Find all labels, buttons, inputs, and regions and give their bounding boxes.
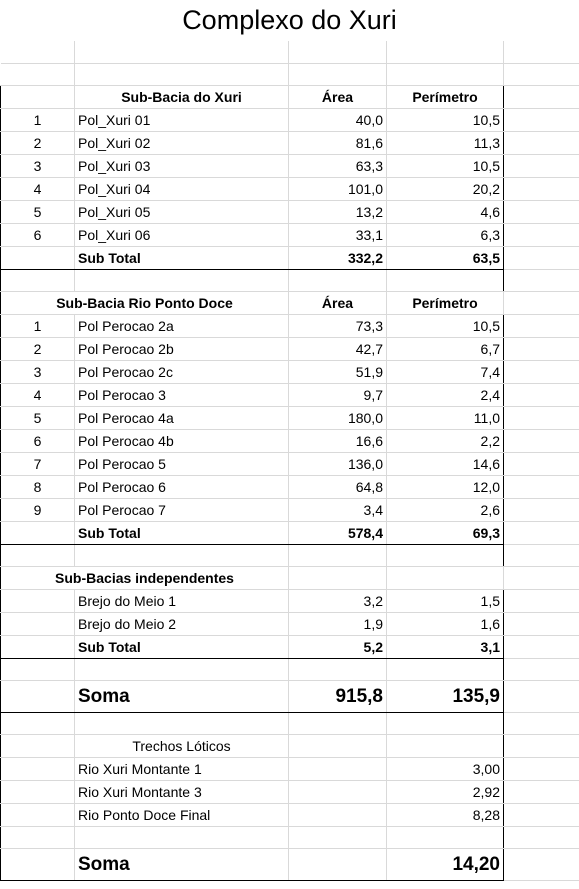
empty-cell[interactable] [1, 757, 75, 780]
table-row [1, 757, 579, 780]
empty-cell[interactable] [504, 680, 579, 712]
total-perimetro[interactable]: 135,9 [387, 680, 504, 712]
blank-row [1, 544, 579, 566]
empty-cell[interactable] [504, 712, 579, 734]
row-index[interactable]: 1 [1, 314, 75, 337]
empty-cell[interactable] [504, 63, 579, 85]
empty-cell[interactable] [75, 658, 289, 680]
total-area[interactable]: 915,8 [289, 680, 387, 712]
row-perimetro[interactable]: 11,0 [387, 406, 504, 429]
empty-cell[interactable] [75, 712, 289, 734]
row-perimetro[interactable]: 10,5 [387, 108, 504, 131]
empty-cell[interactable] [504, 429, 579, 452]
row-area[interactable]: 64,8 [289, 475, 387, 498]
row-name[interactable]: Rio Xuri Montante 3 [75, 780, 289, 803]
row-perimetro[interactable]: 1,5 [387, 589, 504, 612]
row-index[interactable]: 1 [1, 108, 75, 131]
row-perimetro[interactable]: 2,2 [387, 429, 504, 452]
empty-cell[interactable] [387, 566, 504, 589]
table-row [1, 406, 579, 429]
empty-cell[interactable] [1, 826, 75, 848]
empty-cell[interactable] [504, 360, 579, 383]
row-perimetro[interactable]: 3,00 [387, 757, 504, 780]
row-name[interactable]: Pol Perocao 7 [75, 498, 289, 521]
row-index[interactable]: 8 [1, 475, 75, 498]
row-perimetro[interactable]: 1,6 [387, 612, 504, 635]
row-perimetro[interactable]: 7,4 [387, 360, 504, 383]
subtotal-perimetro[interactable]: 3,1 [387, 635, 504, 658]
subtotal-row [1, 521, 579, 544]
row-name[interactable]: Pol_Xuri 03 [75, 154, 289, 177]
empty-cell[interactable] [1, 803, 75, 826]
empty-cell[interactable] [504, 521, 579, 544]
table-row [1, 803, 579, 826]
row-area[interactable]: 3,2 [289, 589, 387, 612]
col-perimetro-header[interactable]: Perímetro [387, 85, 504, 108]
table-row [1, 452, 579, 475]
empty-cell[interactable] [504, 498, 579, 521]
row-name[interactable]: Pol Perocao 4a [75, 406, 289, 429]
row-area[interactable]: 136,0 [289, 452, 387, 475]
subtotal-label[interactable]: Sub Total [75, 521, 289, 544]
empty-cell[interactable] [1, 521, 75, 544]
row-name[interactable]: Brejo do Meio 1 [75, 589, 289, 612]
blank-row [1, 269, 579, 291]
empty-cell[interactable] [75, 41, 289, 63]
subtotal-area[interactable]: 5,2 [289, 635, 387, 658]
col-area-header[interactable]: Área [289, 85, 387, 108]
empty-cell[interactable] [504, 475, 579, 498]
blank-row [1, 826, 579, 848]
empty-cell[interactable] [75, 63, 289, 85]
empty-cell[interactable] [504, 658, 579, 680]
empty-cell[interactable] [1, 41, 75, 63]
row-index[interactable]: 6 [1, 429, 75, 452]
row-perimetro[interactable]: 6,7 [387, 337, 504, 360]
row-index[interactable]: 2 [1, 337, 75, 360]
empty-cell[interactable] [289, 269, 387, 291]
empty-cell[interactable] [289, 803, 387, 826]
row-name[interactable]: Pol Perocao 6 [75, 475, 289, 498]
section-header [1, 85, 579, 108]
total-label[interactable]: Soma [75, 848, 289, 880]
empty-cell[interactable] [289, 734, 387, 757]
empty-cell[interactable] [289, 544, 387, 566]
row-area[interactable]: 3,4 [289, 498, 387, 521]
row-area[interactable]: 42,7 [289, 337, 387, 360]
empty-cell[interactable] [387, 826, 504, 848]
row-name[interactable]: Rio Ponto Doce Final [75, 803, 289, 826]
row-perimetro[interactable]: 11,3 [387, 131, 504, 154]
empty-cell[interactable] [1, 269, 75, 291]
table-row [1, 612, 579, 635]
row-perimetro[interactable]: 10,5 [387, 154, 504, 177]
empty-cell[interactable] [504, 269, 579, 291]
row-area[interactable]: 40,0 [289, 108, 387, 131]
empty-cell[interactable] [289, 566, 387, 589]
empty-cell[interactable] [289, 712, 387, 734]
total-label[interactable]: Soma [75, 680, 289, 712]
section-title[interactable]: Sub-Bacia do Xuri [75, 85, 289, 108]
col-area-header[interactable]: Área [289, 291, 387, 314]
row-area[interactable]: 81,6 [289, 131, 387, 154]
row-area[interactable]: 73,3 [289, 314, 387, 337]
row-perimetro[interactable]: 2,4 [387, 383, 504, 406]
row-perimetro[interactable]: 12,0 [387, 475, 504, 498]
empty-cell[interactable] [75, 826, 289, 848]
blank-row [1, 63, 579, 85]
row-name[interactable]: Pol_Xuri 05 [75, 200, 289, 223]
empty-cell[interactable] [504, 803, 579, 826]
empty-cell[interactable] [1, 780, 75, 803]
empty-cell[interactable] [1, 658, 75, 680]
row-perimetro[interactable]: 4,6 [387, 200, 504, 223]
empty-cell[interactable] [1, 848, 75, 880]
empty-cell[interactable] [504, 154, 579, 177]
empty-cell[interactable] [504, 246, 579, 269]
section-header [1, 734, 579, 757]
empty-cell[interactable] [504, 108, 579, 131]
row-name[interactable]: Brejo do Meio 2 [75, 612, 289, 635]
empty-cell[interactable] [1, 63, 75, 85]
subtotal-label[interactable]: Sub Total [75, 635, 289, 658]
row-name[interactable]: Pol_Xuri 06 [75, 223, 289, 246]
row-perimetro[interactable]: 6,3 [387, 223, 504, 246]
row-area[interactable]: 16,6 [289, 429, 387, 452]
col-perimetro-header[interactable]: Perímetro [387, 291, 504, 314]
empty-cell[interactable] [289, 658, 387, 680]
empty-cell[interactable] [504, 826, 579, 848]
row-area[interactable]: 63,3 [289, 154, 387, 177]
row-name[interactable]: Pol_Xuri 04 [75, 177, 289, 200]
empty-cell[interactable] [1, 544, 75, 566]
subtotal-row [1, 246, 579, 269]
table-row [1, 223, 579, 246]
empty-cell[interactable] [289, 826, 387, 848]
row-index[interactable]: 5 [1, 200, 75, 223]
row-index[interactable]: 5 [1, 406, 75, 429]
row-perimetro[interactable]: 8,28 [387, 803, 504, 826]
empty-cell[interactable] [387, 269, 504, 291]
row-name[interactable]: Pol Perocao 4b [75, 429, 289, 452]
blank-row [1, 712, 579, 734]
empty-cell[interactable] [504, 635, 579, 658]
empty-cell[interactable] [504, 337, 579, 360]
row-name[interactable]: Pol_Xuri 02 [75, 131, 289, 154]
row-perimetro[interactable]: 14,6 [387, 452, 504, 475]
row-area[interactable]: 51,9 [289, 360, 387, 383]
row-name[interactable]: Pol Perocao 2b [75, 337, 289, 360]
empty-cell[interactable] [1, 612, 75, 635]
table-row [1, 131, 579, 154]
subtotal-perimetro[interactable]: 63,5 [387, 246, 504, 269]
blank-row [1, 658, 579, 680]
empty-cell[interactable] [504, 291, 579, 314]
section-header [1, 566, 579, 589]
row-index[interactable]: 3 [1, 154, 75, 177]
empty-cell[interactable] [387, 658, 504, 680]
empty-cell[interactable] [387, 544, 504, 566]
table-row [1, 154, 579, 177]
table-row [1, 429, 579, 452]
empty-cell[interactable] [504, 612, 579, 635]
section-header [1, 291, 579, 314]
empty-cell[interactable] [387, 63, 504, 85]
row-index[interactable]: 9 [1, 498, 75, 521]
subtotal-area[interactable]: 578,4 [289, 521, 387, 544]
empty-cell[interactable] [1, 589, 75, 612]
empty-cell[interactable] [504, 566, 579, 589]
empty-cell[interactable] [75, 544, 289, 566]
empty-cell[interactable] [504, 131, 579, 154]
empty-cell[interactable] [289, 780, 387, 803]
subtotal-area[interactable]: 332,2 [289, 246, 387, 269]
row-area[interactable]: 101,0 [289, 177, 387, 200]
empty-cell[interactable] [1, 85, 75, 108]
total-row [1, 848, 579, 880]
empty-cell[interactable] [504, 314, 579, 337]
row-perimetro[interactable]: 20,2 [387, 177, 504, 200]
row-area[interactable]: 1,9 [289, 612, 387, 635]
empty-cell[interactable] [1, 635, 75, 658]
row-name[interactable]: Pol Perocao 3 [75, 383, 289, 406]
empty-cell[interactable] [289, 848, 387, 880]
empty-cell[interactable] [504, 757, 579, 780]
section-title[interactable]: Trechos Lóticos [75, 734, 289, 757]
empty-cell[interactable] [1, 734, 75, 757]
table-row [1, 177, 579, 200]
row-area[interactable]: 180,0 [289, 406, 387, 429]
row-name[interactable]: Pol Perocao 5 [75, 452, 289, 475]
subtotal-perimetro[interactable]: 69,3 [387, 521, 504, 544]
data-table [0, 41, 579, 881]
empty-cell[interactable] [504, 41, 579, 63]
table-row [1, 337, 579, 360]
sheet-title: Complexo do Xuri [182, 5, 397, 35]
empty-cell[interactable] [504, 200, 579, 223]
table-row [1, 383, 579, 406]
empty-cell[interactable] [504, 177, 579, 200]
table-row [1, 498, 579, 521]
section-title[interactable]: Sub-Bacias independentes [1, 566, 289, 589]
total-row [1, 680, 579, 712]
row-index[interactable]: 6 [1, 223, 75, 246]
empty-cell[interactable] [75, 269, 289, 291]
empty-cell[interactable] [504, 383, 579, 406]
row-index[interactable]: 2 [1, 131, 75, 154]
empty-cell[interactable] [387, 712, 504, 734]
empty-cell[interactable] [387, 734, 504, 757]
empty-cell[interactable] [1, 712, 75, 734]
table-row [1, 108, 579, 131]
table-row [1, 314, 579, 337]
row-name[interactable]: Pol_Xuri 01 [75, 108, 289, 131]
row-area[interactable]: 9,7 [289, 383, 387, 406]
empty-cell[interactable] [289, 63, 387, 85]
row-area[interactable]: 13,2 [289, 200, 387, 223]
row-perimetro[interactable]: 10,5 [387, 314, 504, 337]
row-index[interactable]: 3 [1, 360, 75, 383]
table-row [1, 360, 579, 383]
row-index[interactable]: 4 [1, 177, 75, 200]
empty-cell[interactable] [387, 41, 504, 63]
row-area[interactable]: 33,1 [289, 223, 387, 246]
section-title[interactable]: Sub-Bacia Rio Ponto Doce [1, 291, 289, 314]
subtotal-row [1, 635, 579, 658]
table-row [1, 780, 579, 803]
row-name[interactable]: Rio Xuri Montante 1 [75, 757, 289, 780]
empty-cell[interactable] [504, 848, 579, 880]
empty-cell[interactable] [504, 452, 579, 475]
blank-row [1, 41, 579, 63]
row-index[interactable]: 4 [1, 383, 75, 406]
empty-cell[interactable] [504, 85, 579, 108]
table-row [1, 475, 579, 498]
subtotal-label[interactable]: Sub Total [75, 246, 289, 269]
empty-cell[interactable] [504, 589, 579, 612]
empty-cell[interactable] [504, 223, 579, 246]
empty-cell[interactable] [504, 734, 579, 757]
row-perimetro[interactable]: 2,6 [387, 498, 504, 521]
empty-cell[interactable] [504, 780, 579, 803]
row-name[interactable]: Pol Perocao 2a [75, 314, 289, 337]
empty-cell[interactable] [289, 757, 387, 780]
empty-cell[interactable] [1, 246, 75, 269]
table-row [1, 589, 579, 612]
total-perimetro[interactable]: 14,20 [387, 848, 504, 880]
row-perimetro[interactable]: 2,92 [387, 780, 504, 803]
empty-cell[interactable] [289, 41, 387, 63]
row-name[interactable]: Pol Perocao 2c [75, 360, 289, 383]
empty-cell[interactable] [504, 544, 579, 566]
table-row [1, 200, 579, 223]
empty-cell[interactable] [1, 680, 75, 712]
row-index[interactable]: 7 [1, 452, 75, 475]
empty-cell[interactable] [504, 406, 579, 429]
